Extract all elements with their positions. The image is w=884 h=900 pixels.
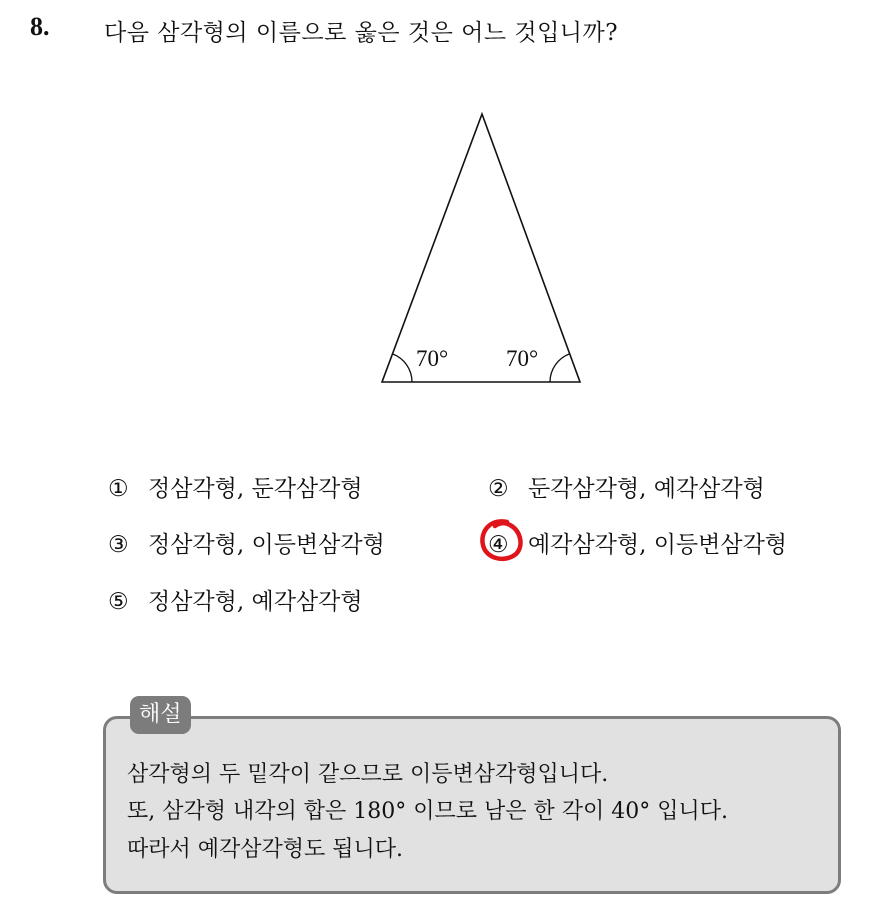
question-text: 다음 삼각형의 이름으로 옳은 것은 어느 것입니까? — [104, 20, 619, 46]
option-1-number: ① — [108, 476, 129, 502]
option-2-number: ② — [488, 476, 509, 502]
option-3-text: 정삼각형, 이등변삼각형 — [148, 532, 385, 558]
question-number: 8. — [30, 12, 50, 41]
option-5-text: 정삼각형, 예각삼각형 — [148, 589, 363, 615]
right-angle-arc — [550, 354, 570, 382]
explanation-line-3: 따라서 예각삼각형도 됩니다. — [127, 837, 404, 862]
option-4-number: ④ — [488, 532, 509, 558]
explanation-tag: 해설 — [130, 696, 191, 734]
explanation-line-1: 삼각형의 두 밑각이 같으므로 이등변삼각형입니다. — [127, 762, 609, 787]
option-4-text: 예각삼각형, 이등변삼각형 — [528, 532, 788, 558]
option-5[interactable] — [108, 583, 363, 616]
left-angle-label: 70° — [416, 346, 449, 371]
option-2-text: 둔각삼각형, 예각삼각형 — [528, 476, 765, 502]
option-1-text: 정삼각형, 둔각삼각형 — [148, 476, 363, 502]
option-5-number: ⑤ — [108, 589, 129, 615]
answer-circle-stroke — [482, 521, 520, 558]
option-3[interactable] — [108, 526, 385, 559]
option-1[interactable] — [108, 470, 363, 503]
isosceles-triangle-figure — [360, 100, 600, 400]
option-3-number: ③ — [108, 532, 129, 558]
triangle-outline — [382, 114, 580, 382]
option-2[interactable] — [488, 470, 765, 503]
explanation-line-2: 또, 삼각형 내각의 합은 180° 이므로 남은 한 각이 40° 입니다. — [127, 799, 728, 824]
left-angle-arc — [393, 354, 413, 382]
answer-circle-mark — [477, 517, 525, 565]
option-4[interactable] — [488, 526, 787, 559]
right-angle-label: 70° — [506, 346, 539, 371]
